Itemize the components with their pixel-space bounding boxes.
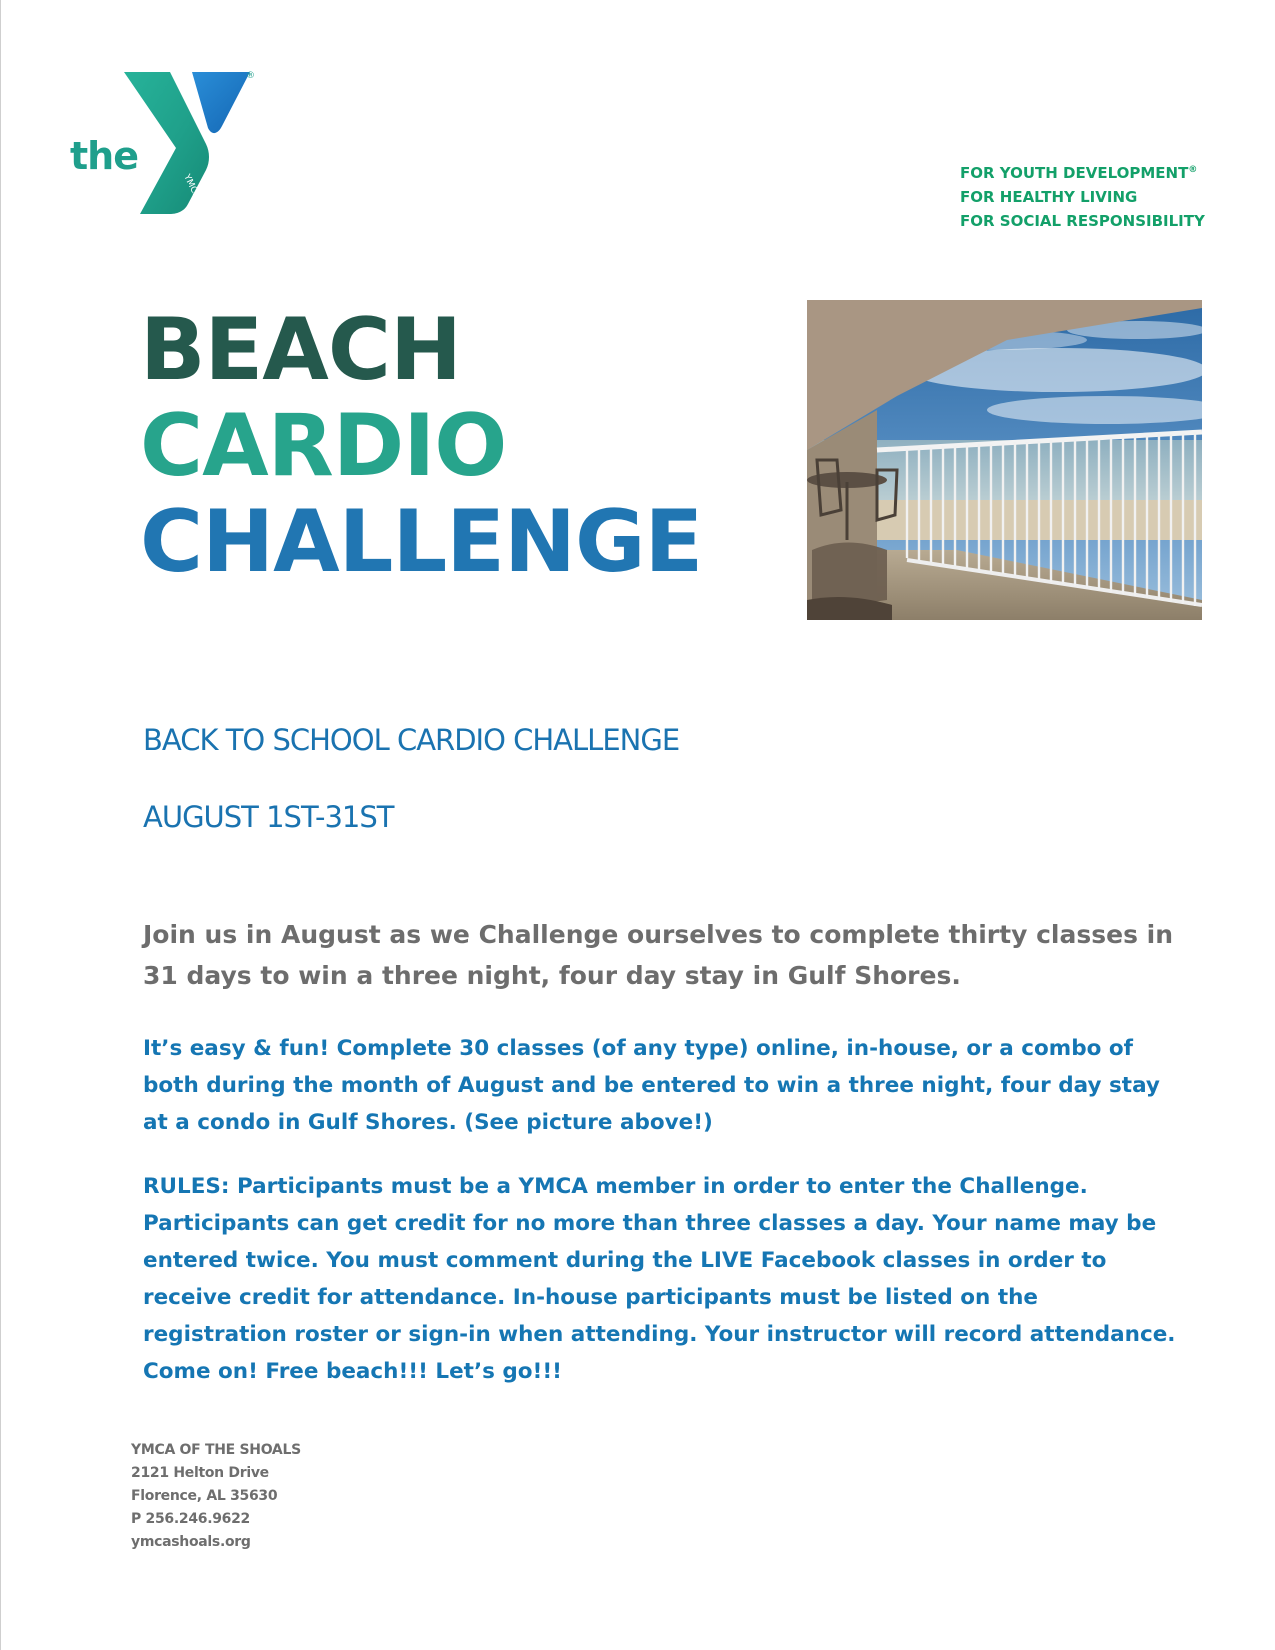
logo-wordmark: the [70, 134, 138, 178]
tagline-line-2: FOR HEALTHY LIVING [960, 188, 1138, 206]
registered-mark: ® [1188, 165, 1198, 175]
website: ymcashoals.org [131, 1534, 251, 1550]
page-border [0, 0, 1, 1650]
rules-paragraph: RULES: Participants must be a YMCA member in order to enter the Challenge. Participants can get credit for no more than three classes a day. Your name may be entered twice. You must comment during the LIVE Facebook classes in order to receive credit for attendance. In-house participants must be listed on the registration roster or sign-in when attending. Your instructor will record attendance. Come on! Free beach!!! Let’s go!!! [143, 1174, 1176, 1384]
balcony-photo [807, 300, 1202, 620]
logo-mark-text: YMCA [181, 172, 202, 201]
challenge-dates: AUGUST 1ST-31ST [143, 800, 394, 834]
org-name: YMCA OF THE SHOALS [131, 1442, 301, 1458]
headline-line-1: BEACH [140, 300, 461, 400]
tagline-line-1: FOR YOUTH DEVELOPMENT® [960, 164, 1198, 182]
street-address: 2121 Helton Drive [131, 1465, 269, 1481]
address-block [131, 1439, 301, 1554]
city-state-zip: Florence, AL 35630 [131, 1488, 278, 1504]
headline [140, 302, 702, 590]
tagline [960, 158, 1205, 233]
details-paragraph: It’s easy & fun! Complete 30 classes (of any type) online, in-house, or a combo of both during the month of August and be entered to win a three night, four day stay at a condo in Gulf Shores. (See picture above!) [143, 1036, 1160, 1135]
headline-line-3: CHALLENGE [140, 492, 703, 592]
intro-paragraph: Join us in August as we Challenge ourselves to complete thirty classes in 31 days to win a three night, four day stay in Gulf Shores. [143, 920, 1174, 990]
ymca-logo [70, 70, 270, 220]
phone-number: P 256.246.9622 [131, 1511, 250, 1527]
headline-line-2: CARDIO [140, 396, 507, 496]
challenge-title: BACK TO SCHOOL CARDIO CHALLENGE [143, 723, 680, 757]
svg-text:®: ® [246, 71, 255, 81]
tagline-line-3: FOR SOCIAL RESPONSIBILITY [960, 212, 1205, 230]
ymca-y-mark-icon [118, 70, 268, 220]
